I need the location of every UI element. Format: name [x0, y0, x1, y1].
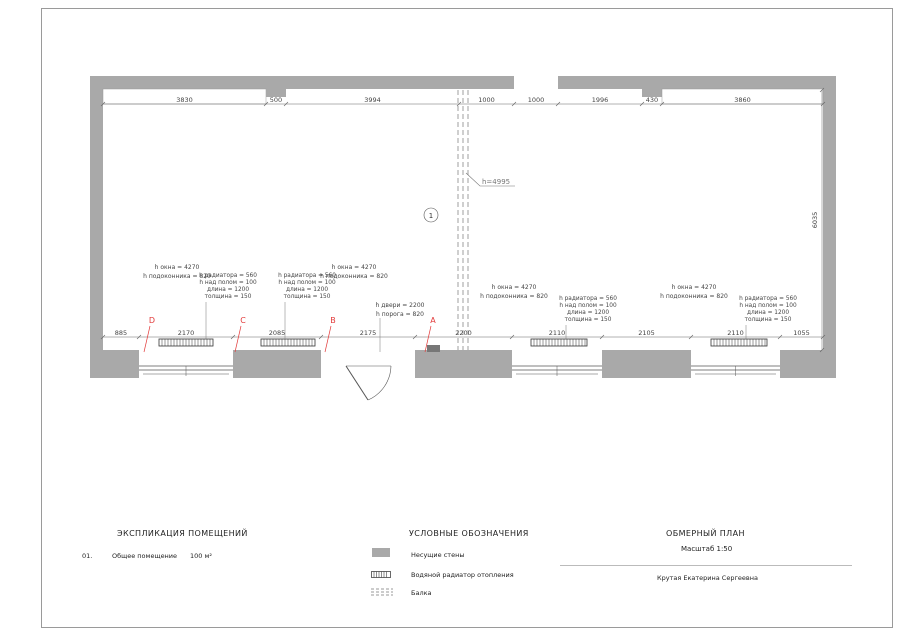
window-height-note: h окна = 4270 — [154, 264, 200, 271]
dimension-label-bottom: 1055 — [793, 329, 810, 337]
riser-block — [427, 345, 440, 352]
beam-height-label: h=4995 — [482, 178, 511, 186]
legend-label-radiator: Водяной радиатор отопления — [411, 571, 514, 579]
radiator-note: h над полом = 100 — [278, 280, 336, 286]
explication-row-name: Общее помещение — [112, 552, 178, 560]
door-threshold-note: h порога = 820 — [376, 311, 424, 318]
radiator-note: толщина = 150 — [564, 317, 612, 323]
drawing-author: Крутая Екатерина Сергеевна — [657, 574, 758, 582]
drawing-scale: Масштаб 1:50 — [681, 545, 733, 553]
window-height-note: h окна = 4270 — [671, 284, 717, 291]
dimension-label-bottom: 2110 — [727, 329, 744, 337]
radiator-note: h над полом = 100 — [559, 303, 617, 309]
radiator-note: длина = 1200 — [285, 287, 329, 293]
radiator-note: толщина = 150 — [204, 294, 252, 300]
dimension-label-bottom: 2105 — [638, 329, 655, 337]
room-number: 1 — [428, 212, 434, 220]
dimension-label-bottom: 885 — [114, 329, 128, 337]
axis-marker-b: B — [330, 316, 336, 325]
dimension-label-top: 500 — [269, 96, 283, 104]
drawing-title: ОБМЕРНЫЙ ПЛАН — [666, 529, 745, 538]
explication-title: ЭКСПЛИКАЦИЯ ПОМЕЩЕНИЙ — [117, 529, 248, 538]
radiator-note: длина = 1200 — [206, 287, 250, 293]
window-sill-note: h подоконника = 820 — [480, 293, 548, 300]
legend-label-beam: Балка — [411, 589, 432, 597]
dimension-label-top: 1996 — [591, 96, 609, 104]
dimension-label-top: 430 — [645, 96, 659, 104]
window-height-note: h окна = 4270 — [331, 264, 377, 271]
radiator-note: h радиатора = 560 — [199, 273, 257, 279]
radiator-note: толщина = 150 — [744, 317, 792, 323]
axis-marker-c: C — [240, 316, 246, 325]
top-wall-opening — [514, 76, 558, 90]
dimension-label-top: 3860 — [734, 96, 751, 104]
radiator-icon — [371, 570, 391, 579]
dimension-label-bottom: 2170 — [177, 329, 195, 337]
beam-icon — [371, 587, 393, 597]
dimension-label-bottom: 2200 — [455, 329, 472, 337]
axis-marker-d: D — [148, 316, 156, 325]
window-sill-note: h подоконника = 820 — [660, 293, 728, 300]
door-opening — [321, 350, 415, 378]
load-bearing-wall-icon — [372, 548, 390, 557]
axis-marker-a: A — [430, 316, 436, 325]
radiator-note: толщина = 150 — [283, 294, 331, 300]
radiator-note: длина = 1200 — [566, 310, 610, 316]
legend-title: УСЛОВНЫЕ ОБОЗНАЧЕНИЯ — [409, 529, 529, 538]
radiator-icon — [531, 339, 587, 346]
radiator-note: длина = 1200 — [746, 310, 790, 316]
dimension-label-top: 1000 — [527, 96, 545, 104]
radiator-icon — [711, 339, 767, 346]
explication-row-area: 100 м² — [190, 552, 212, 560]
radiator-note: h радиатора = 560 — [278, 273, 336, 279]
radiator-note: h над полом = 100 — [199, 280, 257, 286]
explication-row-number: 01. — [82, 552, 93, 560]
dimension-label-top: 3830 — [176, 96, 193, 104]
window-height-note: h окна = 4270 — [491, 284, 537, 291]
radiator-note: h над полом = 100 — [739, 303, 797, 309]
dimension-label-bottom: 2110 — [548, 329, 566, 337]
dimension-label-right: 6035 — [811, 211, 819, 229]
radiator-note: h радиатора = 560 — [559, 296, 617, 302]
titleblock-divider — [560, 565, 852, 566]
dimension-label-top: 3994 — [364, 96, 381, 104]
radiator-note: h радиатора = 560 — [739, 296, 797, 302]
legend-label-walls: Несущие стены — [411, 551, 465, 559]
window-sill-note: h подоконника = 820 — [143, 273, 211, 280]
dimension-label-bottom: 2175 — [359, 329, 377, 337]
dimension-label-top: 1000 — [478, 96, 495, 104]
window-sill-note: h подоконника = 820 — [320, 273, 388, 280]
door-height-note: h двери = 2200 — [375, 302, 425, 309]
dimension-label-bottom: 2085 — [268, 329, 286, 337]
